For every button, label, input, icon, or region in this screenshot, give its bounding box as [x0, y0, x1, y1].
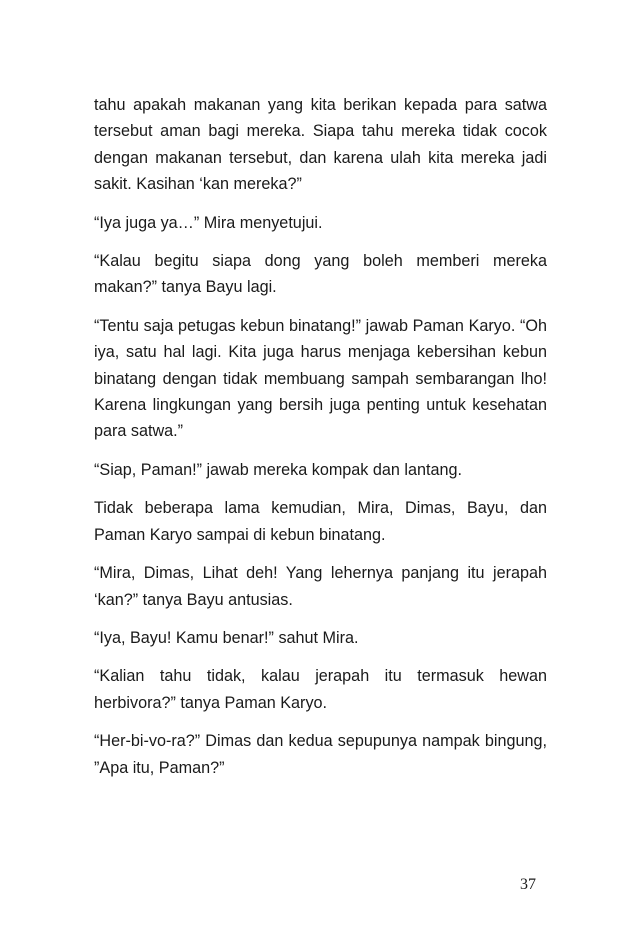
paragraph-5: “Siap, Paman!” jawab mereka kompak dan lantang.: [94, 460, 463, 479]
paragraph-4: “Tentu saja petugas kebun binatang!” jawab Paman Karyo. “Oh iya, satu hal lagi. Kita juga harus menjaga kebersihan kebun binatang dengan tidak membuang sampah sembarangan lho! Karena lingkungan yang bersih juga penting untuk kesehatan para satwa.”: [94, 316, 547, 441]
paragraph-6: Tidak beberapa lama kemudian, Mira, Dimas, Bayu, dan Paman Karyo sampai di kebun binatang.: [94, 499, 547, 544]
paragraph-1: tahu apakah makanan yang kita berikan kepada para satwa tersebut aman bagi mereka. Siapa tahu mereka tidak cocok dengan makanan tersebut, dan karena ulah kita mereka jadi sakit. Kasihan ‘kan mereka?”: [94, 96, 547, 194]
paragraph-8: “Iya, Bayu! Kamu benar!” sahut Mira.: [94, 628, 359, 647]
paragraph-2: “Iya juga ya…” Mira menyetujui.: [94, 213, 323, 232]
paragraph-7: “Mira, Dimas, Lihat deh! Yang lehernya panjang itu jerapah ‘kan?” tanya Bayu antusias.: [94, 564, 547, 609]
paragraph-3: “Kalau begitu siapa dong yang boleh memberi mereka makan?” tanya Bayu lagi.: [94, 252, 547, 297]
book-page-text: [94, 92, 547, 793]
paragraph-9: “Kalian tahu tidak, kalau jerapah itu termasuk hewan herbivora?” tanya Paman Karyo.: [94, 667, 547, 712]
paragraph-10: “Her-bi-vo-ra?” Dimas dan kedua sepupunya nampak bingung, ”Apa itu, Paman?”: [94, 732, 547, 777]
page-number: 37: [520, 876, 536, 893]
